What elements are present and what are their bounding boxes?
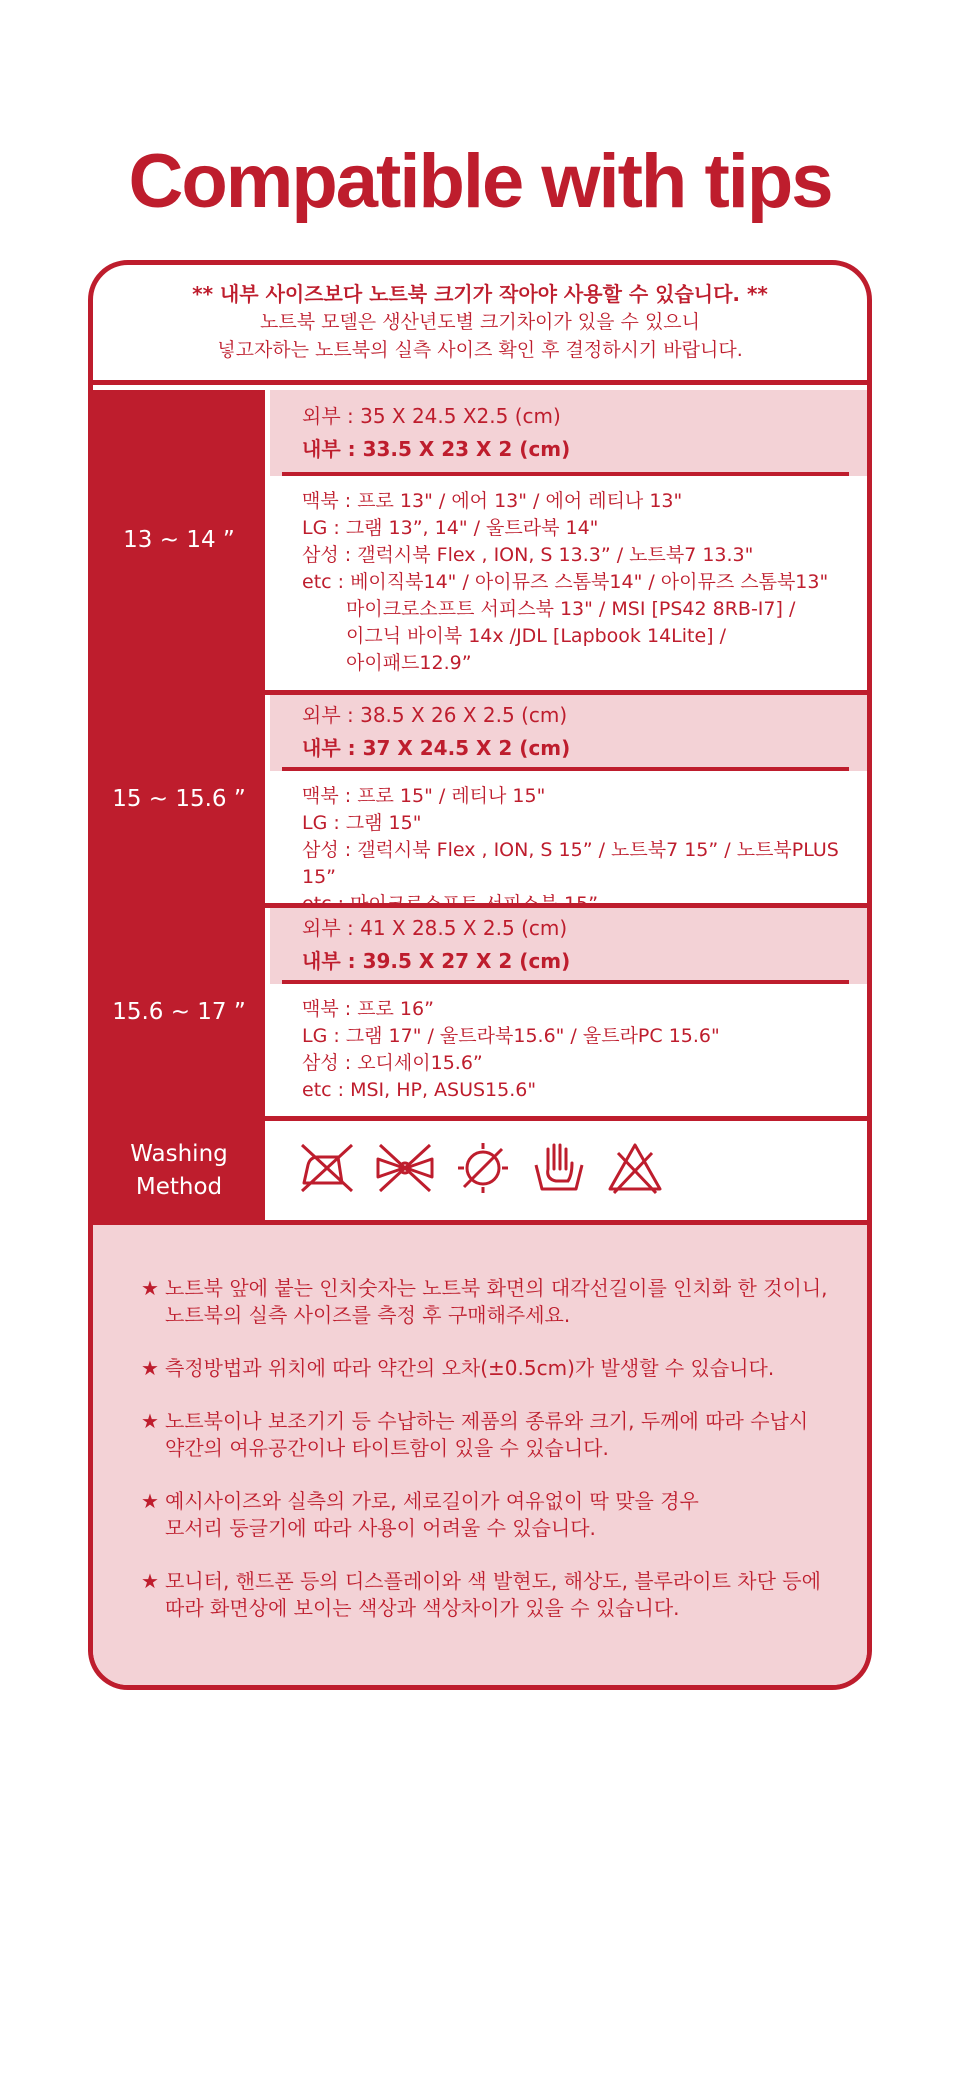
model-line: 삼성 : 갤럭시북 Flex , ION, S 13.3” / 노트북7 13.3" (302, 544, 754, 566)
inner-dimension: 내부 : 39.5 X 27 X 2 (cm) (302, 949, 571, 973)
inner-dimension: 내부 : 37 X 24.5 X 2 (cm) (302, 736, 571, 760)
washing-label-line-1: Washing (130, 1140, 228, 1167)
model-line: 삼성 : 오디세이15.6” (302, 1052, 483, 1074)
tip-line: 모니터, 핸드폰 등의 디스플레이와 색 발현도, 해상도, 블루라이트 차단 등에 (165, 1569, 821, 1593)
compatible-models (302, 783, 857, 918)
tip-item (141, 1275, 867, 1329)
outer-dimension: 외부 : 38.5 X 26 X 2.5 (cm) (302, 703, 568, 727)
tips-box (93, 1225, 867, 1685)
no-ironing-icon (298, 1139, 356, 1197)
page-title: Compatible with tips (128, 139, 832, 224)
model-line: 맥북 : 프로 15" / 레티나 15" (302, 785, 546, 807)
model-line: 아이패드12.9” (346, 652, 472, 674)
tip-item (141, 1568, 867, 1622)
model-line: etc : 베이직북14" / 아이뮤즈 스톰북14" / 아이뮤즈 스톰북13" (302, 571, 829, 593)
dimension-box (270, 390, 867, 476)
size-panel (270, 695, 867, 903)
no-tumble-dry-icon (454, 1139, 512, 1197)
compatible-models (302, 996, 857, 1104)
model-line: LG : 그램 15" (302, 812, 422, 834)
star-icon: ★ (141, 1489, 159, 1513)
notice-line-1: ** 내부 사이즈보다 노트북 크기가 작아야 사용할 수 있습니다. ** (192, 282, 768, 306)
compatibility-card (88, 260, 872, 1690)
model-line: 맥북 : 프로 13" / 에어 13" / 에어 레티나 13" (302, 490, 683, 512)
dimension-box (270, 908, 867, 984)
notice-line-2: 노트북 모델은 생산년도별 크기차이가 있을 수 있으니 (259, 311, 701, 333)
dimension-underline (282, 980, 849, 984)
model-line: 마이크로소프트 서피스북 13" / MSI [PS42 8RB-I7] / (346, 598, 796, 620)
tip-line: 따라 화면상에 보이는 색상과 색상차이가 있을 수 있습니다. (165, 1596, 680, 1620)
notice-box (93, 265, 867, 385)
model-line: LG : 그램 17" / 울트라북15.6" / 울트라PC 15.6" (302, 1025, 720, 1047)
tip-item (141, 1408, 867, 1462)
size-label: 15 ~ 15.6 ” (93, 695, 265, 903)
outer-dimension: 외부 : 41 X 28.5 X 2.5 (cm) (302, 916, 568, 940)
size-row-15-15-6 (93, 695, 867, 903)
star-icon: ★ (141, 1569, 159, 1593)
divider (93, 380, 867, 385)
tip-line: 노트북의 실측 사이즈를 측정 후 구매해주세요. (165, 1303, 571, 1327)
tip-line: 노트북이나 보조기기 등 수납하는 제품의 종류와 크기, 두께에 따라 수납시 (165, 1409, 809, 1433)
tips-list (93, 1225, 867, 1622)
tip-line: 노트북 앞에 붙는 인치숫자는 노트북 화면의 대각선길이를 인치화 한 것이니, (165, 1276, 828, 1300)
washing-label-line-2: Method (135, 1173, 223, 1200)
model-line: etc : MSI, HP, ASUS15.6" (302, 1079, 537, 1101)
model-line: 이그닉 바이북 14x /JDL [Lapbook 14Lite] / (346, 625, 727, 647)
star-icon: ★ (141, 1276, 159, 1300)
no-wringing-icon (374, 1139, 436, 1197)
model-line: 맥북 : 프로 16” (302, 998, 434, 1020)
size-panel (270, 390, 867, 690)
hand-wash-icon (530, 1139, 588, 1197)
inner-dimension: 내부 : 33.5 X 23 X 2 (cm) (302, 437, 571, 461)
dimension-underline (282, 472, 849, 476)
dimension-underline (282, 767, 849, 771)
compatible-models (302, 488, 857, 677)
star-icon: ★ (141, 1409, 159, 1433)
size-row-13-14 (93, 390, 867, 690)
tip-line: 예시사이즈와 실측의 가로, 세로길이가 여유없이 딱 맞을 경우 (165, 1489, 699, 1513)
no-bleach-icon (606, 1139, 664, 1197)
washing-row (93, 1121, 867, 1220)
tip-line: 측정방법과 위치에 따라 약간의 오차(±0.5cm)가 발생할 수 있습니다. (165, 1356, 775, 1380)
size-label: 13 ~ 14 ” (93, 390, 265, 690)
tip-item (141, 1355, 867, 1382)
size-panel (270, 908, 867, 1116)
washing-panel (270, 1121, 867, 1220)
notice-line-3: 넣고자하는 노트북의 실측 사이즈 확인 후 결정하시기 바랍니다. (217, 339, 743, 361)
tip-item (141, 1488, 867, 1542)
outer-dimension: 외부 : 35 X 24.5 X2.5 (cm) (302, 404, 561, 428)
washing-icons (298, 1139, 664, 1197)
model-line: LG : 그램 13”, 14" / 울트라북 14" (302, 517, 599, 539)
washing-label (93, 1121, 265, 1220)
tip-line: 약간의 여유공간이나 타이트함이 있을 수 있습니다. (165, 1436, 609, 1460)
size-label: 15.6 ~ 17 ” (93, 908, 265, 1116)
dimension-box (270, 695, 867, 771)
tip-line: 모서리 둥글기에 따라 사용이 어려울 수 있습니다. (165, 1516, 596, 1540)
model-line: 삼성 : 갤럭시북 Flex , ION, S 15” / 노트북7 15” / 노트북PLUS 15” (302, 839, 839, 888)
star-icon: ★ (141, 1356, 159, 1380)
size-row-15-6-17 (93, 908, 867, 1116)
